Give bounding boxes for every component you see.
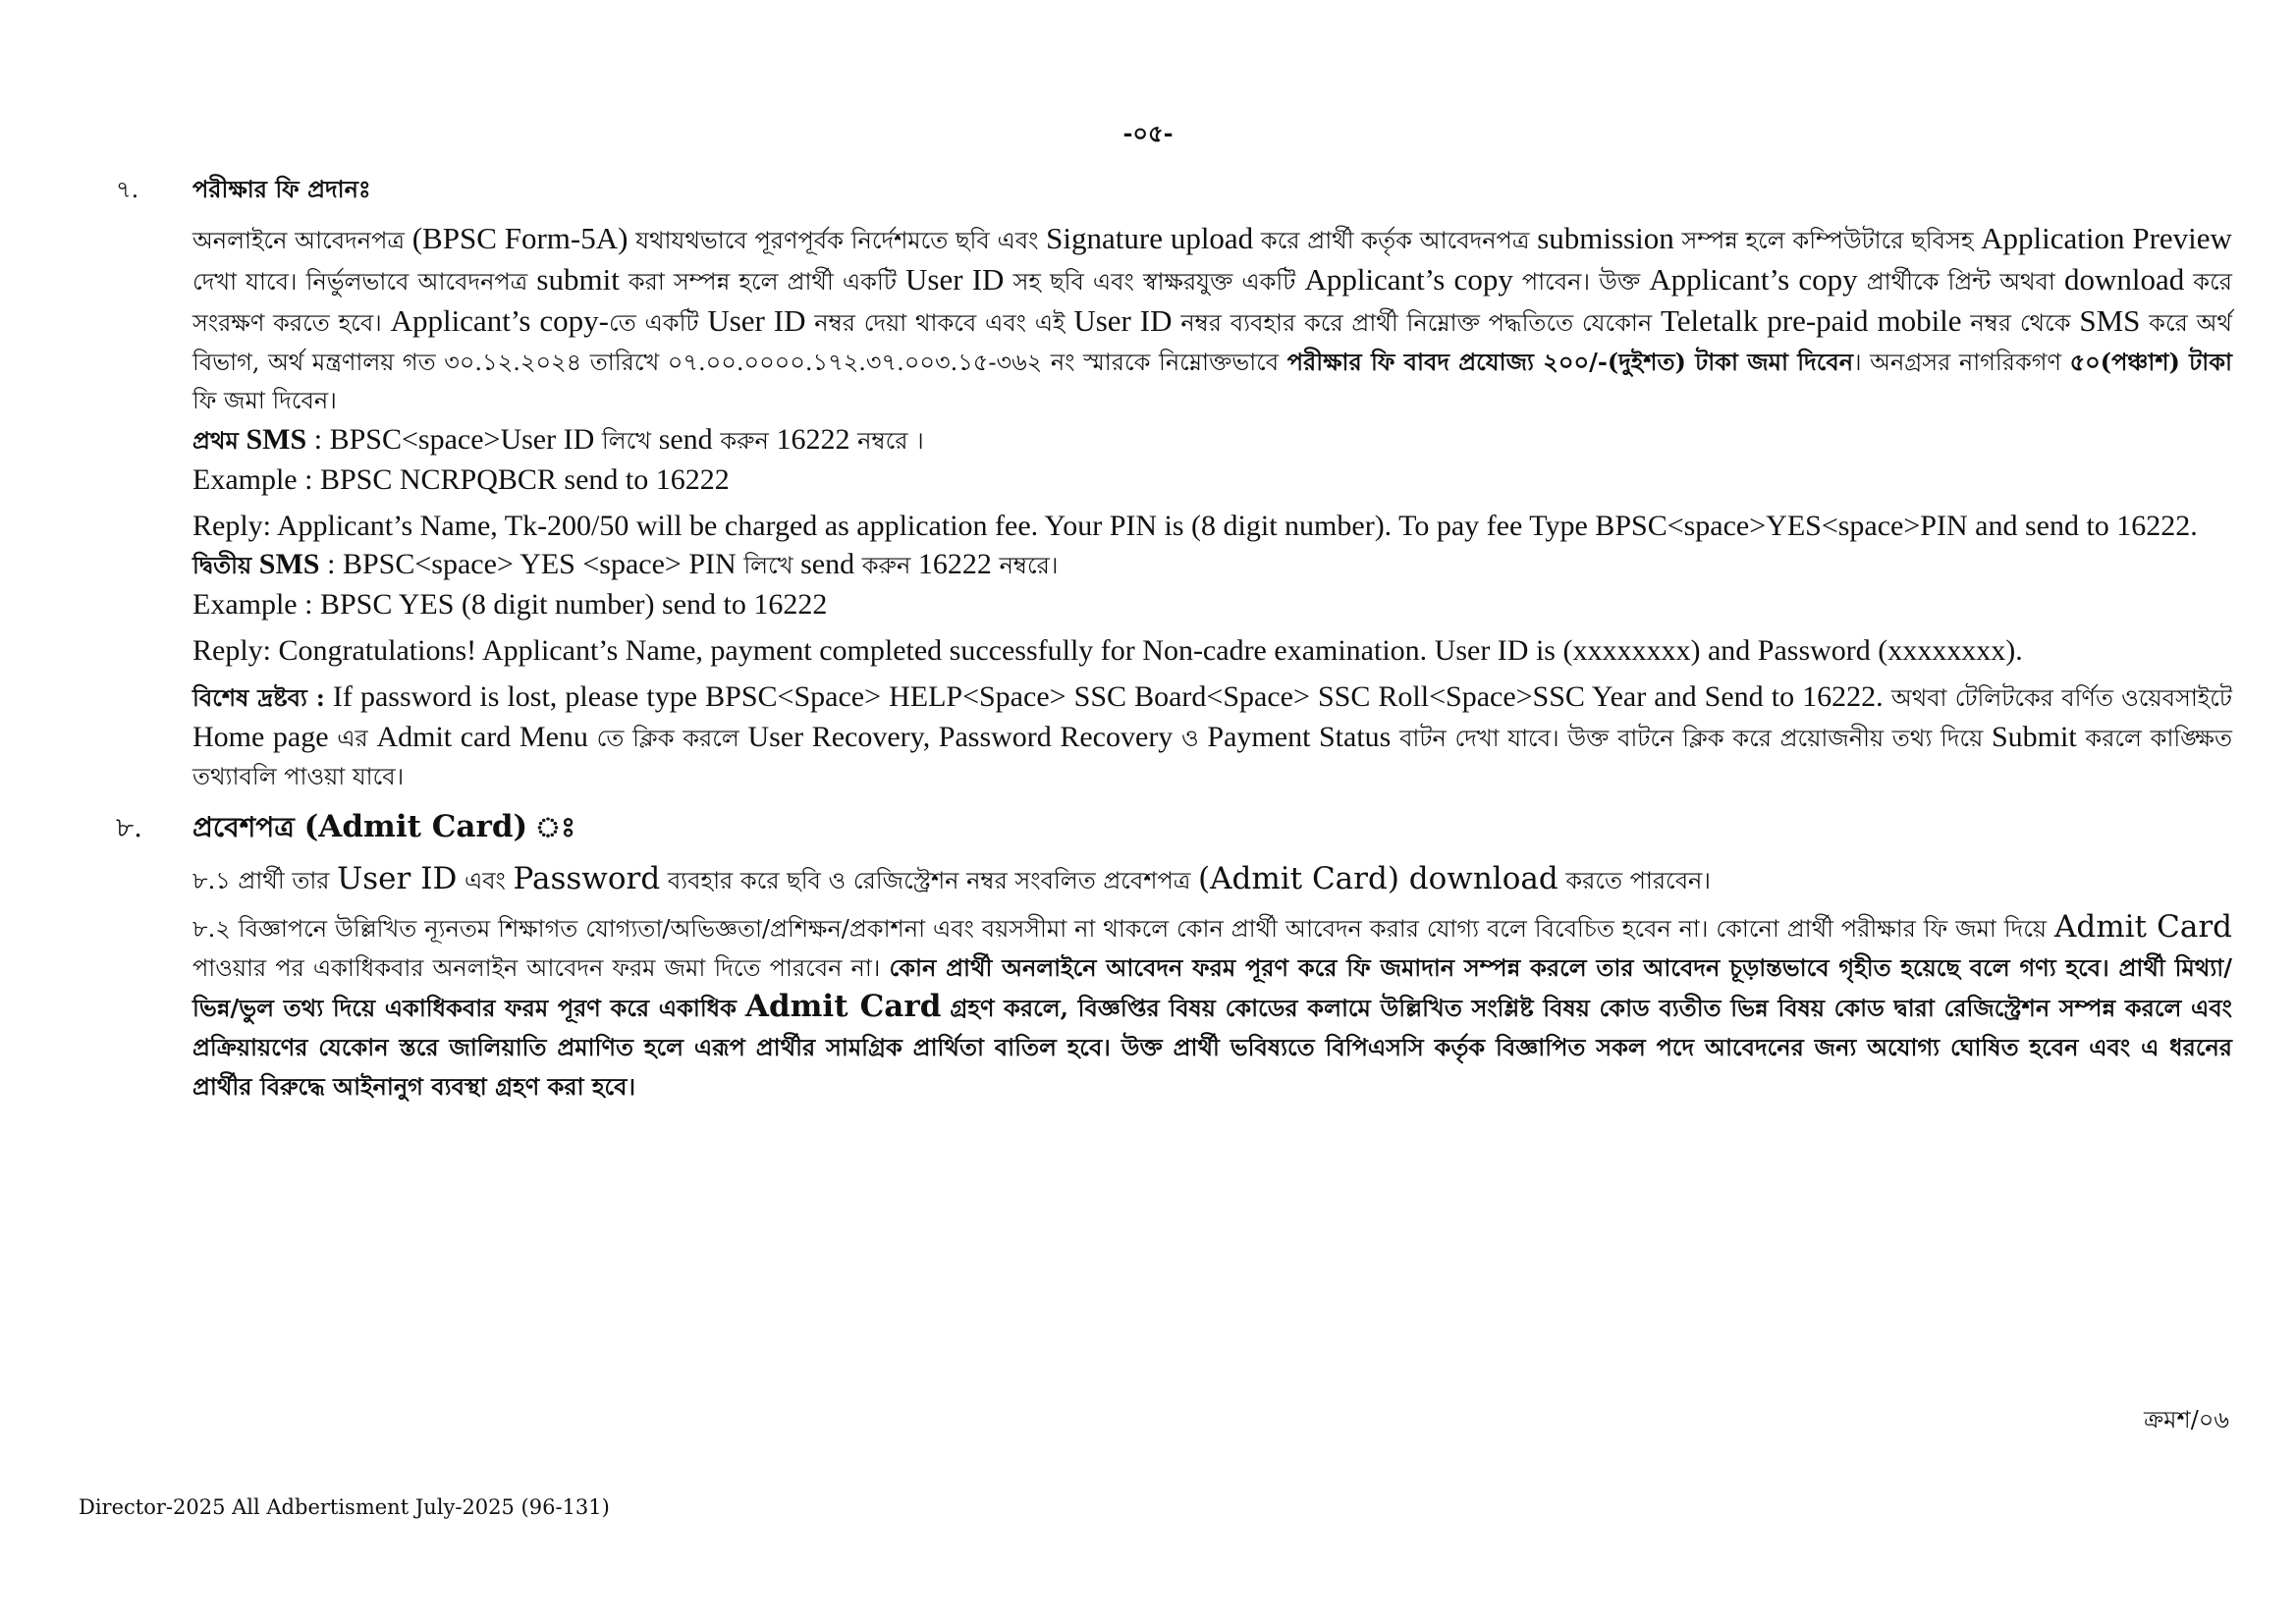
footer-text: Director-2025 All Adbertisment July-2025 (96-131) (79, 1495, 610, 1519)
continued-marker: ক্রমশ/০৬ (2144, 1406, 2229, 1434)
section-7-number: ৭. (116, 176, 139, 203)
section-7-heading (116, 172, 2232, 211)
fee-amount-highlight: পরীক্ষার ফি বাবদ প্রযোজ্য ২০০/-(দুইশত) টাকা জমা দিবেন (1286, 348, 1854, 376)
admit-card-download-paragraph: ৮.১ প্রার্থী তার User ID এবং Password ব্যবহার করে ছবি ও রেজিস্ট্রেশন নম্বর সংবলিত প্রবেশপত্র (Admit Card) download করতে পারবেন। (192, 861, 1711, 896)
page-number: -০৫- (1122, 119, 1174, 147)
first-sms-instruction: প্রথম SMS : BPSC<space>User ID লিখে send করুন 16222 নম্বরে । (192, 423, 924, 456)
section-7-body (192, 219, 2232, 796)
second-sms-reply: Reply: Congratulations! Applicant’s Name, payment completed successfully for Non-cadre examination. User ID is (xxxxxxxx) and Password (xxxxxxxx). (192, 634, 2023, 667)
second-sms-instruction: দ্বিতীয় SMS : BPSC<space> YES <space> PIN লিখে send করুন 16222 নম্বরে। (192, 548, 1059, 580)
special-note: বিশেষ দ্রষ্টব্য : If password is lost, please type BPSC<Space> HELP<Space> SSC Board<Space> SSC Roll<Space>SSC Year and Send to 16222. অথবা টেলিটকের বর্ণিত ওয়েবসাইটে Home page এর Admit card Menu তে ক্লিক করলে User Recovery, Password Recovery ও Payment Status বাটন দেখা যাবে। উক্ত বাটনে ক্লিক করে প্রয়োজনীয় তথ্য দিয়ে Submit করলে কাঙ্ক্ষিত তথ্যাবলি পাওয়া যাবে। (192, 680, 2232, 790)
section-7-title: পরীক্ষার ফি প্রদানঃ (192, 175, 371, 203)
reduced-fee-highlight: ৫০(পঞ্চাশ) টাকা (2069, 348, 2232, 376)
second-sms-example: Example : BPSC YES (8 digit number) send to 16222 (192, 588, 828, 621)
fee-instructions-paragraph: অনলাইনে আবেদনপত্র (BPSC Form-5A) যথাযথভাবে পূরণপূর্বক নির্দেশমতে ছবি এবং Signature upload করে প্রার্থী কর্তৃক আবেদনপত্র submission সম্পন্ন হলে কম্পিউটারে ছবিসহ Application Preview দেখা যাবে। নির্ভুলভাবে আবেদনপত্র submit করা সম্পন্ন হলে প্রার্থী একটি User ID সহ ছবি এবং স্বাক্ষরযুক্ত একটি Applicant’s copy পাবেন। উক্ত Applicant’s copy প্রার্থীকে প্রিন্ট অথবা download করে সংরক্ষণ করতে হবে। Applicant’s copy-তে একটি User ID নম্বর দেয়া থাকবে এবং এই User ID নম্বর ব্যবহার করে প্রার্থী নিম্নোক্ত পদ্ধতিতে যেকোন Teletalk pre-paid mobile নম্বর থেকে SMS করে অর্থ বিভাগ, অর্থ মন্ত্রণালয় গত ৩০.১২.২০২৪ তারিখে ০৭.০০.০০০০.১৭২.৩৭.০০৩.১৫-৩৬২ নং স্মারকে নিম্নোক্তভাবে পরীক্ষার ফি বাবদ প্রযোজ্য ২০০/-(দুইশত) টাকা জমা দিবেন। অনগ্রসর নাগরিকগণ ৫০(পঞ্চাশ) টাকা ফি জমা দিবেন। (192, 221, 2232, 414)
document-body (116, 172, 2232, 1107)
first-sms-reply: Reply: Applicant’s Name, Tk-200/50 will be charged as application fee. Your PIN is (8 digit number). To pay fee Type BPSC<space>YES<space>PIN and send to 16222. (192, 510, 2198, 542)
section-8-heading (116, 806, 2232, 852)
section-8-body (192, 860, 2232, 1107)
special-note-label: বিশেষ দ্রষ্টব্য : (192, 683, 325, 712)
eligibility-paragraph: ৮.২ বিজ্ঞাপনে উল্লিখিত ন্যূনতম শিক্ষাগত যোগ্যতা/অভিজ্ঞতা/প্রশিক্ষন/প্রকাশনা এবং বয়সসীমা না থাকলে কোন প্রার্থী আবেদন করার যোগ্য বলে বিবেচিত হবেন না। কোনো প্রার্থী পরীক্ষার ফি জমা দিয়ে Admit Card পাওয়ার পর একাধিকবার অনলাইন আবেদন ফরম জমা দিতে পারবেন না। কোন প্রার্থী অনলাইনে আবেদন ফরম পূরণ করে ফি জমাদান সম্পন্ন করলে তার আবেদন চূড়ান্তভাবে গৃহীত হয়েছে বলে গণ্য হবে। প্রার্থী মিথ্যা/ভিন্ন/ভুল তথ্য দিয়ে একাধিকবার ফরম পূরণ করে একাধিক Admit Card গ্রহণ করলে, বিজ্ঞপ্তির বিষয় কোডের কলামে উল্লিখিত সংশ্লিষ্ট বিষয় কোড ব্যতীত ভিন্ন বিষয় কোড দ্বারা রেজিস্ট্রেশন সম্পন্ন করলে এবং প্রক্রিয়ায়ণের যেকোন স্তরে জালিয়াতি প্রমাণিত হলে এরূপ প্রার্থীর সামগ্রিক প্রার্থিতা বাতিল হবে। উক্ত প্রার্থী ভবিষ্যতে বিপিএসসি কর্তৃক বিজ্ঞাপিত সকল পদে আবেদনের জন্য অযোগ্য ঘোষিত হবেন এবং এ ধরনের প্রার্থীর বিরুদ্ধে আইনানুগ ব্যবস্থা গ্রহণ করা হবে। (192, 909, 2233, 1101)
section-8-title: প্রবেশপত্র (Admit Card) ঃ (192, 809, 576, 844)
section-8-number: ৮. (116, 811, 143, 843)
first-sms-example: Example : BPSC NCRPQBCR send to 16222 (192, 463, 730, 496)
